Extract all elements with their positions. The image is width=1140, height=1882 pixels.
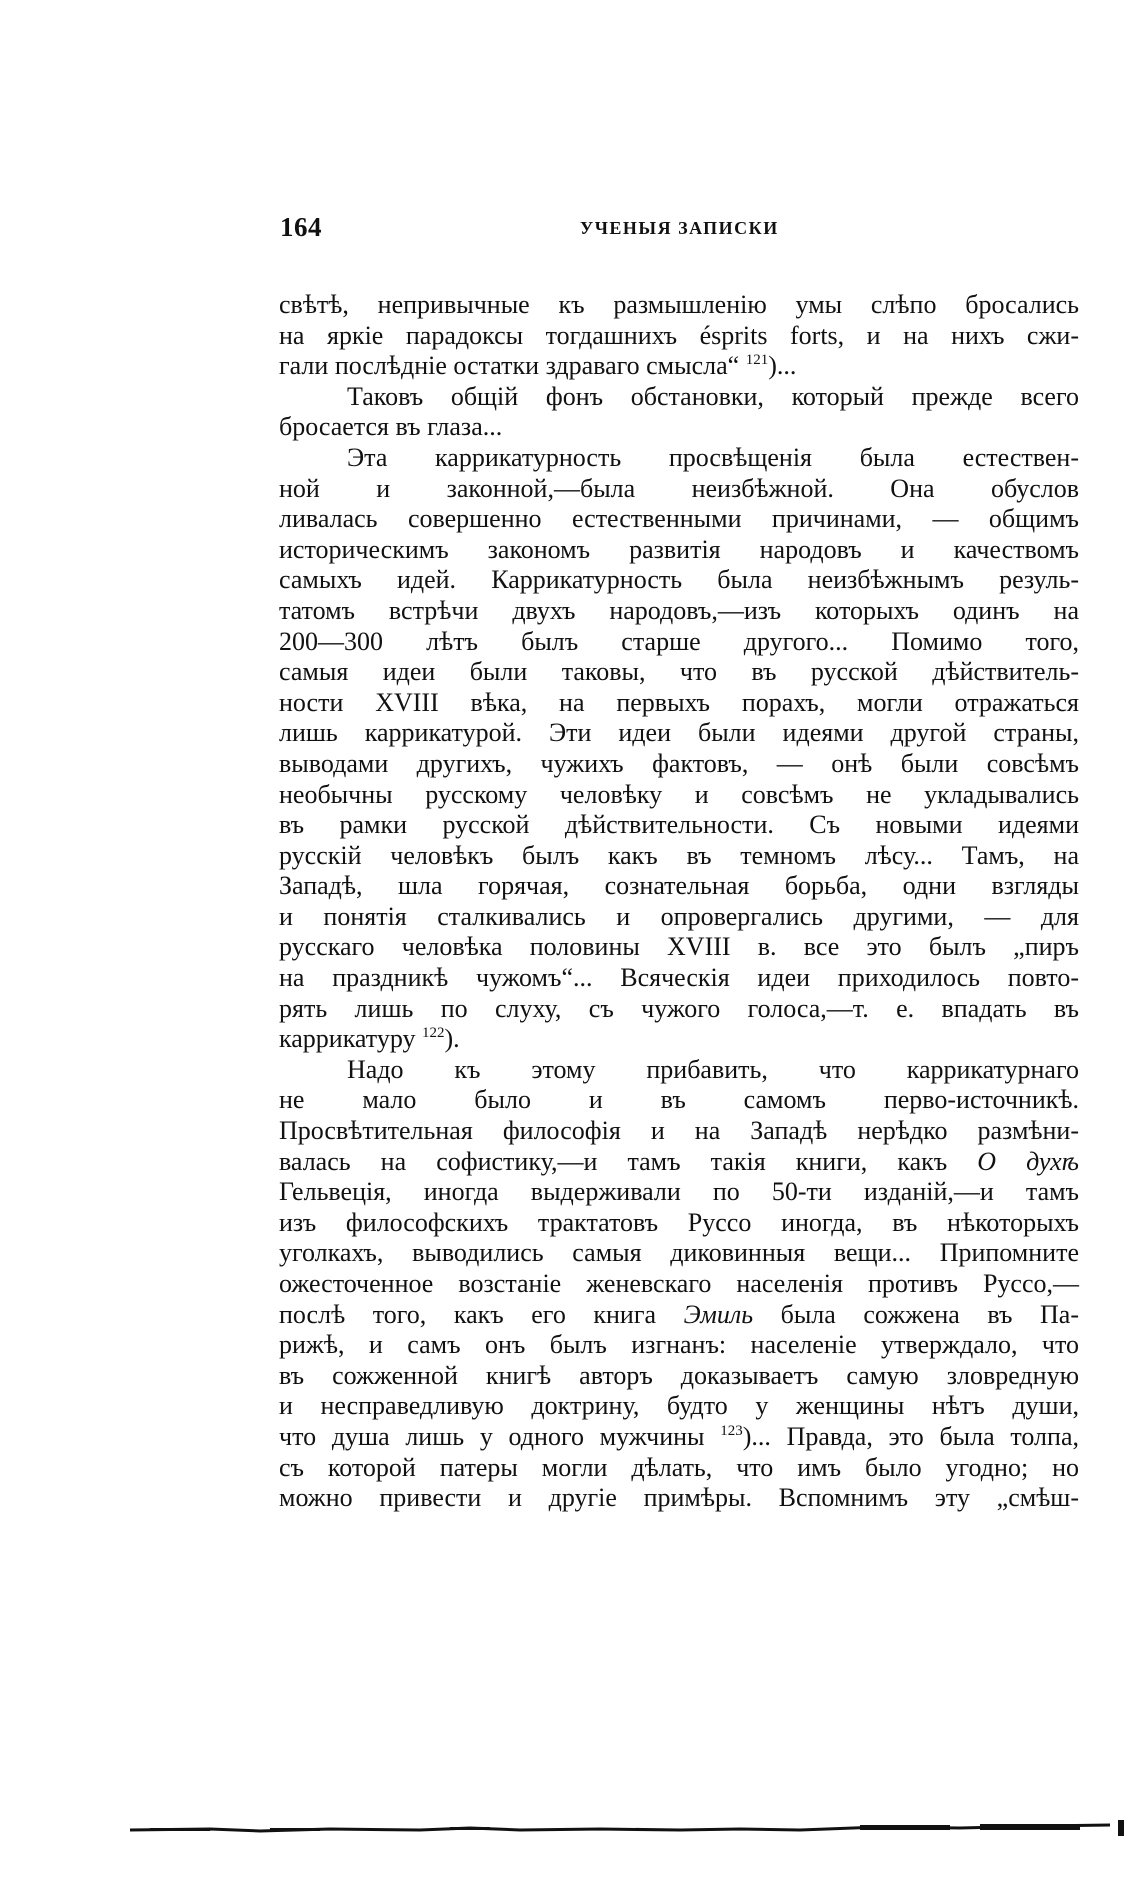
text-line: рижѣ, и самъ онъ былъ изгнанъ: населеніе утверждало, что: [279, 1330, 1079, 1360]
text-line: Надо къ этому прибавить, что каррикатурнаго: [347, 1054, 1079, 1084]
running-title: УЧЕНЫЯ ЗАПИСКИ: [580, 218, 779, 238]
text-line: русскаго человѣка половины XVIII в. все это былъ „пиръ: [279, 932, 1079, 962]
text-line: Гельвеція, иногда выдерживали по 50-ти изданій,—и тамъ: [279, 1177, 1079, 1207]
text-line: историческимъ закономъ развитія народовъ и качествомъ: [279, 534, 1079, 564]
text-line: выводами другихъ, чужихъ фактовъ, — онѣ были совсѣмъ: [279, 748, 1079, 778]
text-line: на праздникѣ чужомъ“... Всяческія идеи приходилось повто-: [279, 963, 1079, 993]
text-line: и несправедливую доктрину, будто у женщины нѣтъ души,: [279, 1391, 1079, 1421]
text-line: гали послѣдніе остатки здраваго смысла“ $^{121}$)...: [279, 351, 797, 381]
scan-edge-rule: [0, 1818, 1140, 1838]
text-line: необычны русскому человѣку и совсѣмъ не укладывались: [279, 779, 1079, 809]
text-line: ной и законной,—была неизбѣжной. Она обуслов: [279, 473, 1079, 503]
body-text: [279, 290, 1079, 1514]
text-line: самыя идеи были таковы, что въ русской дѣйствитель-: [279, 657, 1079, 687]
text-line: русскій человѣкъ былъ какъ въ темномъ лѣсу... Тамъ, на: [279, 840, 1079, 870]
text-line: лишь каррикатурой. Эти идеи были идеями другой страны,: [279, 718, 1079, 748]
book-title: Эмиль: [683, 1299, 754, 1329]
text-line: что душа лишь у одного мужчины $^{123}$)... Правда, это была толпа,: [279, 1421, 1079, 1451]
text-line: послѣ того, какъ его книга Эмиль была сожжена въ Па-: [279, 1299, 1079, 1329]
text-line: 200—300 лѣтъ былъ старше другого... Помимо того,: [279, 626, 1079, 656]
text-line: уголкахъ, выводились самыя диковинныя вещи... Припомните: [279, 1238, 1079, 1268]
scan-edge-artifact: [0, 1818, 1140, 1838]
text-line: на яркіе парадоксы тогдашнихъ ésprits forts, и на нихъ сжи-: [279, 320, 1079, 350]
text-line: въ рамки русской дѣйствительности. Съ новыми идеями: [279, 810, 1079, 840]
text-line: свѣтѣ, непривычные къ размышленію умы слѣпо бросались: [279, 290, 1079, 319]
footnote-ref: 123: [720, 1422, 743, 1439]
text-line: ливалась совершенно естественными причинами, — общимъ: [279, 504, 1079, 534]
text-line: Просвѣтительная философія и на Западѣ нерѣдко размѣни-: [279, 1116, 1079, 1146]
page-number: 164: [280, 212, 322, 242]
footnote-ref: 122: [421, 1025, 445, 1042]
text-line: татомъ встрѣчи двухъ народовъ,—изъ которыхъ одинъ на: [279, 595, 1079, 625]
book-title: О духѣ: [977, 1146, 1079, 1176]
page-header: [280, 212, 1080, 252]
text-line: не мало было и въ самомъ перво-источникѣ.: [279, 1085, 1079, 1115]
text-line: бросается въ глаза...: [279, 412, 503, 442]
text-line: рять лишь по слуху, съ чужого голоса,—т. е. впадать въ: [279, 993, 1079, 1023]
text-line: можно привести и другіе примѣры. Вспомнимъ эту „смѣш-: [279, 1483, 1079, 1513]
text-line: съ которой патеры могли дѣлать, что имъ было угодно; но: [279, 1452, 1079, 1482]
text-line: и понятія сталкивались и опровергались другими, — для: [279, 901, 1079, 931]
text-line: валась на софистику,—и тамъ такія книги, какъ О духѣ: [279, 1146, 1079, 1176]
text-line: самыхъ идей. Каррикатурность была неизбѣжнымъ резуль-: [279, 565, 1079, 595]
text-line: Западѣ, шла горячая, сознательная борьба, одни взгляды: [279, 871, 1079, 901]
footnote-ref: 121: [745, 352, 769, 369]
text-line: въ сожженной книгѣ авторъ доказываетъ самую зловредную: [279, 1360, 1079, 1390]
text-line: ности XVIII вѣка, на первыхъ порахъ, могли отражаться: [279, 687, 1079, 717]
text-line: изъ философскихъ трактатовъ Руссо иногда, въ нѣкоторыхъ: [279, 1207, 1079, 1237]
text-line: ожесточенное возстаніе женевскаго населенія противъ Руссо,—: [279, 1269, 1079, 1298]
text-line: каррикатуру $^{122}$).: [279, 1024, 460, 1054]
text-line: Таковъ общій фонъ обстановки, который прежде всего: [347, 381, 1079, 411]
text-line: Эта каррикатурность просвѣщенія была естествен-: [347, 442, 1079, 472]
